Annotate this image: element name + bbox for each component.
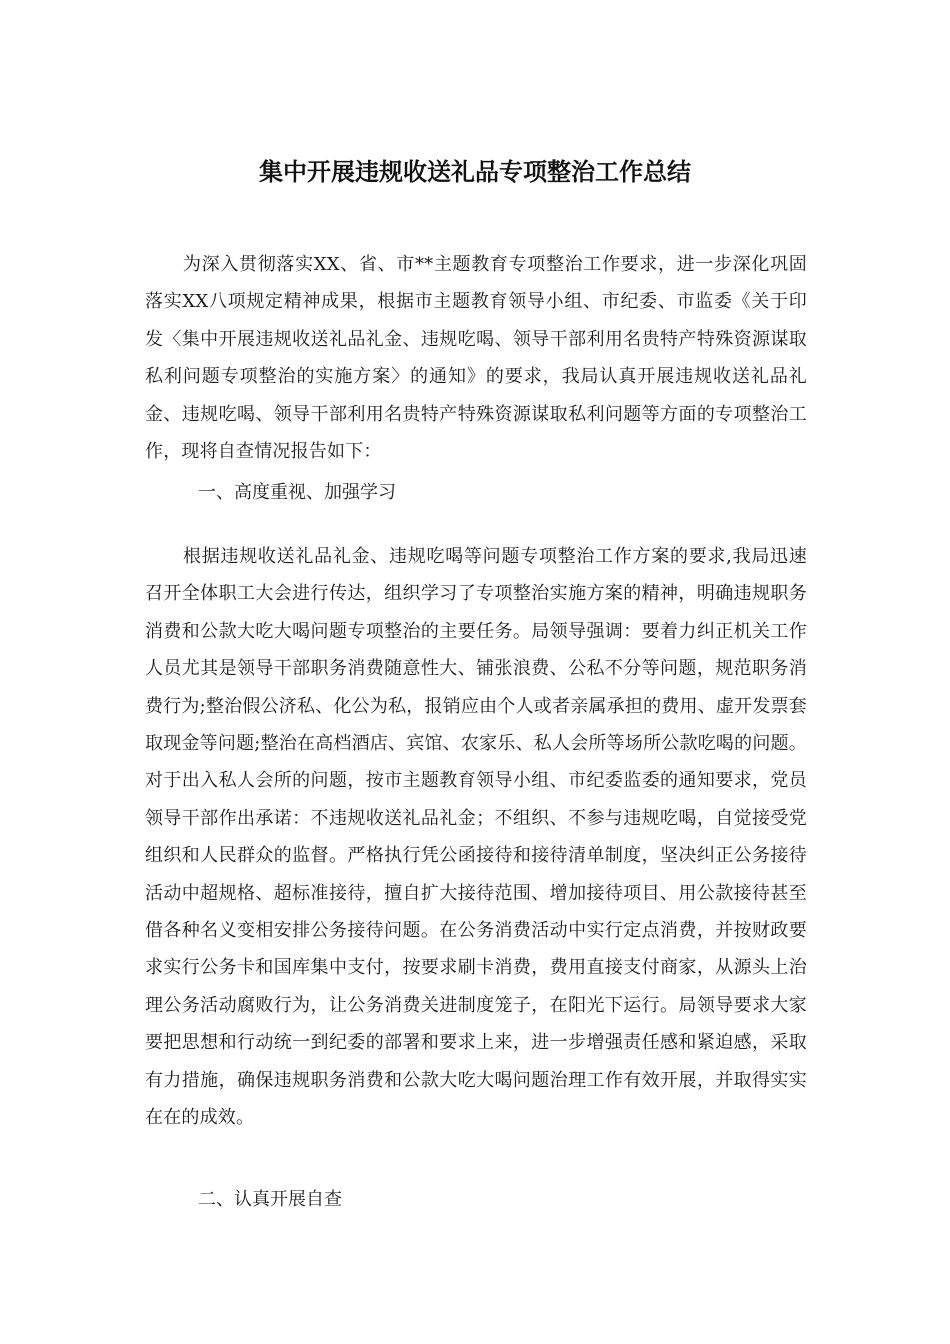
section-heading-2: 二、认真开展自查 bbox=[198, 1189, 342, 1210]
intro-paragraph: 为深入贯彻落实XX、省、市**主题教育专项整治工作要求，进一步深化巩固落实XX八项规定精神成果，根据市主题教育领导小组、市纪委、市监委《关于印发〈集中开展违规收送礼品礼金、违规吃喝、领导干部利用名贵特产特殊资源谋取私利问题专项整治的实施方案〉的通知》的要求，我局认真开展违规收送礼品礼金、违规吃喝、领导干部利用名贵特产特殊资源谋取私利问题等方面的专项整治工作，现将自查情况报告如下： bbox=[145, 254, 807, 463]
document-title: 集中开展违规收送礼品专项整治工作总结 bbox=[259, 158, 691, 186]
section-heading-1: 一、高度重视、加强学习 bbox=[198, 482, 396, 503]
section-1-paragraph: 根据违规收送礼品礼金、违规吃喝等问题专项整治工作方案的要求,我局迅速召开全体职工大会进行传达，组织学习了专项整治实施方案的精神，明确违规职务消费和公款大吃大喝问题专项整治的主要任务。局领导强调：要着力纠正机关工作人员尤其是领导干部职务消费随意性大、铺张浪费、公私不分等问题，规范职务消费行为;整治假公济私、化公为私，报销应由个人或者亲属承担的费用、虚开发票套取现金等问题;整治在高档酒店、宾馆、农家乐、私人会所等场所公款吃喝的问题。对于出入私人会所的问题，按市主题教育领导小组、市纪委监委的通知要求，党员领导干部作出承诺：不违规收送礼品礼金；不组织、不参与违规吃喝，自觉接受党组织和人民群众的监督。严格执行凭公函接待和接待清单制度，坚决纠正公务接待活动中超规格、超标准接待，擅自扩大接待范围、增加接待项目、用公款接待甚至借各种名义变相安排公务接待问题。在公务消费活动中实行定点消费，并按财政要求实行公务卡和国库集中支付，按要求刷卡消费，费用直接支付商家，从源头上治理公务活动腐败行为，让公务消费关进制度笼子，在阳光下运行。局领导要求大家要把思想和行动统一到纪委的部署和要求上来，进一步增强责任感和紧迫感，采取有力措施，确保违规职务消费和公款大吃大喝问题治理工作有效开展，并取得实实在在的成效。 bbox=[145, 546, 807, 1129]
